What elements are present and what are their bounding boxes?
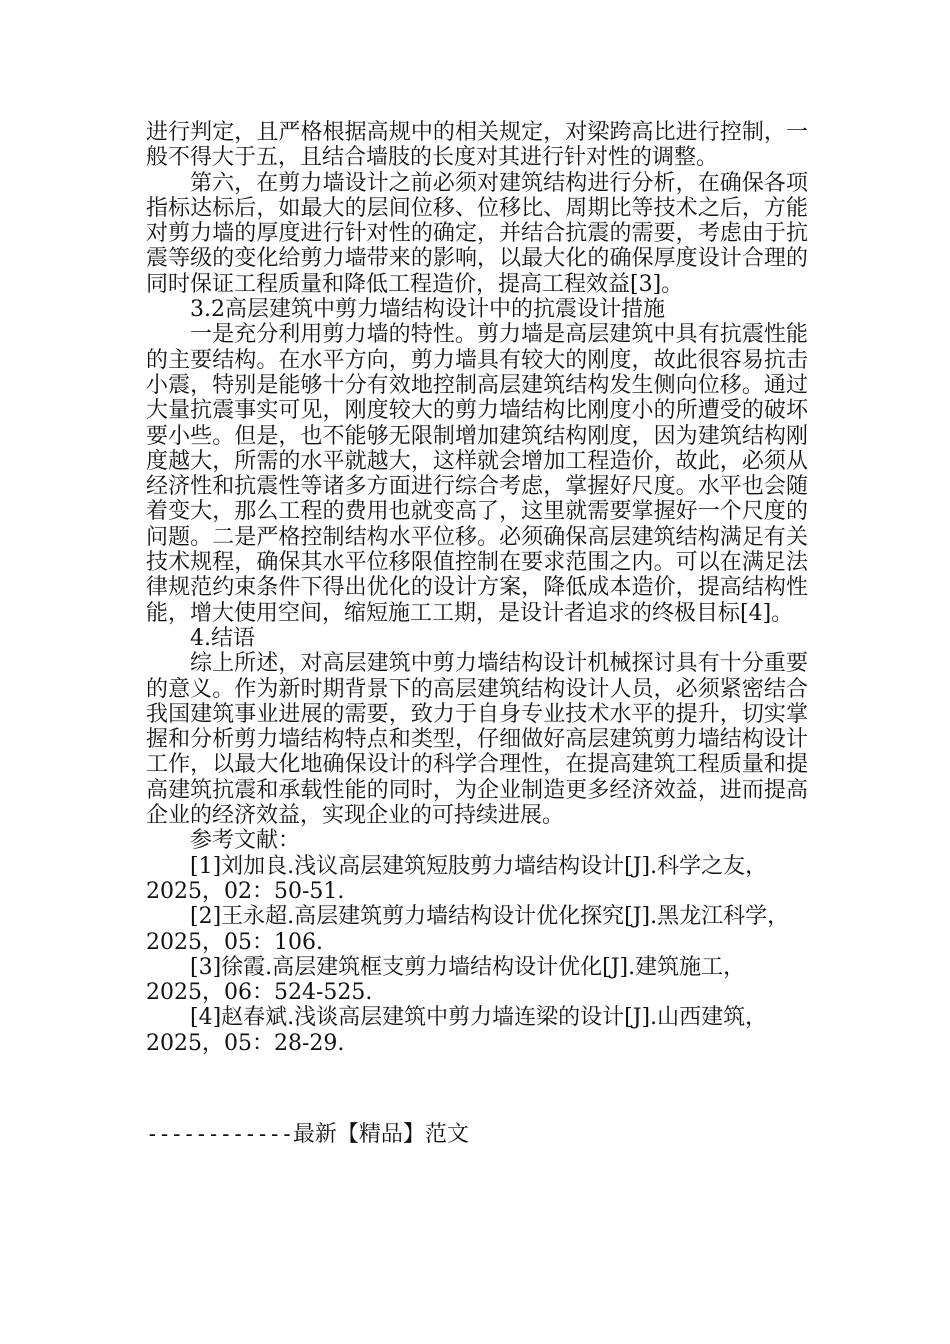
footer-label: 最新【精品】范文 xyxy=(292,1122,469,1147)
references-heading: 参考文献： xyxy=(190,828,301,854)
paragraph-seismic-measures: 一是充分利用剪力墙的特性。剪力墙是高层建筑中具有抗震性能的主要结构。在水平方向，剪力墙具有较大的刚度，故此很容易抗击小震，特别是能够十分有效地控制高层建筑结构发生侧向位移。通过大量抗震事实可见，刚度较大的剪力墙结构比刚度小的所遭受的破坏要小些。但是，也不能够无限制增加建筑结构刚度，因为建筑结构刚度越大，所需的水平就越大，这样就会增加工程造价，故此，必须从经济性和抗震性等诸多方面进行综合考虑，掌握好尺度。水平也会随着变大，那么工程的费用也就变高了，这里就需要掌握好一个尺度的问题。二是严格控制结构水平位移。必须确保高层建筑结构满足有关技术规程，确保其水平位移限值控制在要求范围之内。可以在满足法律规范约束条件下得出优化的设计方案，降低成本造价，提高结构性能，增大使用空间，缩短施工工期，是设计者追求的终极目标[4]。 xyxy=(146,322,808,626)
footer-tagline xyxy=(146,1121,469,1148)
paragraph-conclusion: 综上所述，对高层建筑中剪力墙结构设计机械探讨具有十分重要的意义。作为新时期背景下的高层建筑结构设计人员，必须紧密结合我国建筑事业进展的需要，致力于自身专业技术水平的提升，切实掌握和分析剪力墙结构特点和类型，仔细做好高层建筑剪力墙结构设计工作，以最大化地确保设计的科学合理性，在提高建筑工程质量和提高建筑抗震和承载性能的同时，为企业制造更多经济效益，进而提高企业的经济效益，实现企业的可持续进展。 xyxy=(146,651,808,829)
section-heading-3-2: 3.2高层建筑中剪力墙结构设计中的抗震设计措施 xyxy=(190,297,665,323)
document-body xyxy=(146,120,808,1056)
reference-item: [1]刘加良.浅议高层建筑短肢剪力墙结构设计[J].科学之友，2025，02：50-51. xyxy=(146,853,768,904)
reference-item: [3]徐霞.高层建筑框支剪力墙结构设计优化[J].建筑施工，2025，06：524-525. xyxy=(146,954,746,1006)
paragraph-continued: 进行判定，且严格根据高规中的相关规定，对梁跨高比进行控制，一般不得大于五，且结合墙肢的长度对其进行针对性的调整。 xyxy=(146,120,808,171)
footer-dashes: ------------ xyxy=(146,1122,293,1146)
reference-item: [2]王永超.高层建筑剪力墙结构设计优化探究[J].黑龙江科学，2025，05：106. xyxy=(146,904,790,955)
reference-item: [4]赵春斌.浅谈高层建筑中剪力墙连梁的设计[J].山西建筑，2025，05：28-29. xyxy=(146,1005,768,1056)
section-heading-4: 4.结语 xyxy=(190,625,255,651)
paragraph-sixth: 第六，在剪力墙设计之前必须对建筑结构进行分析，在确保各项指标达标后，如最大的层间位移、位移比、周期比等技术之后，方能对剪力墙的厚度进行针对性的确定，并结合抗震的需要，考虑由于抗震等级的变化给剪力墙带来的影响，以最大化的确保厚度设计合理的同时保证工程质量和降低工程造价，提高工程效益[3]。 xyxy=(146,170,808,297)
